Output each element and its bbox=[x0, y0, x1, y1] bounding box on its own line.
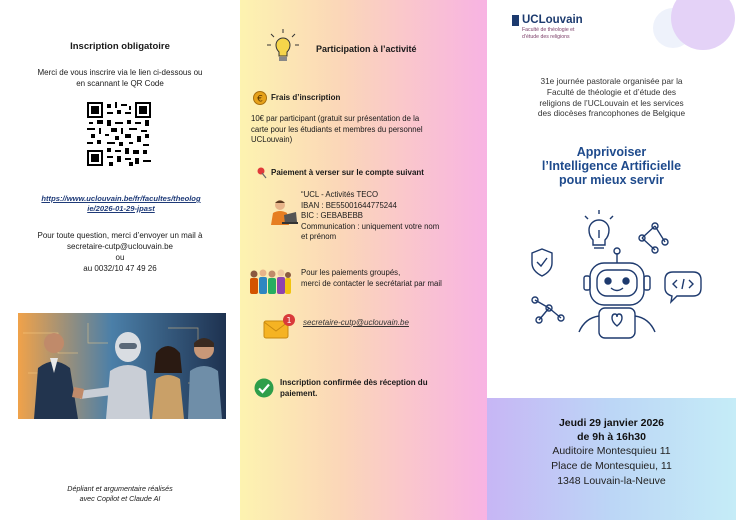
event-time: de 9h à 16h30 bbox=[577, 431, 646, 443]
qr-code[interactable] bbox=[87, 102, 151, 171]
uclouvain-logo: UCLouvain Faculté de théologie et d’étude des religions bbox=[512, 14, 583, 40]
person-laptop-icon bbox=[268, 198, 298, 231]
logo-mark-icon bbox=[512, 15, 519, 26]
robot-illustration bbox=[527, 208, 707, 348]
mail-badge-count: 1 bbox=[286, 316, 292, 325]
credit-note: Dépliant et argumentaire réalisés avec Copilot et Claude AI bbox=[67, 484, 173, 503]
event-headline: Apprivoiser l’Intelligence Artificielle pour mieux servir bbox=[541, 145, 682, 187]
confirmation-note: Inscription confirmée dès réception du paiement. bbox=[280, 378, 428, 398]
contact-info: Pour toute question, merci d’envoyer un mail à secretaire-cutp@uclouvain.be ou au 0032/10 47 49 26 bbox=[0, 230, 240, 274]
check-icon bbox=[254, 378, 274, 403]
group-payment-note: Pour les paiements groupés, merci de contacter le secrétariat par mail bbox=[301, 268, 442, 288]
euro-coin-icon bbox=[253, 91, 267, 110]
svg-text:€: € bbox=[257, 94, 263, 105]
event-date: Jeudi 29 janvier 2026 bbox=[558, 417, 665, 429]
venue-city: 1348 Louvain-la-Neuve bbox=[557, 475, 666, 487]
contact-email[interactable]: secretaire-cutp@uclouvain.be bbox=[67, 242, 173, 251]
bic: BIC : GEBABEBB bbox=[301, 211, 363, 220]
venue-street: Place de Montesquieu, 11 bbox=[551, 460, 672, 472]
registration-intro: Merci de vous inscrire via le lien ci-dessous ou en scannant le QR Code bbox=[37, 68, 203, 88]
payment-heading: Paiement à verser sur le compte suivant bbox=[271, 168, 424, 177]
logo-name: UCLouvain bbox=[522, 14, 583, 26]
venue-room: Auditoire Montesquieu 11 bbox=[552, 445, 671, 457]
bank-account-details: “UCL - Activités TECO IBAN : BE55001644775244 BIC : GEBABEBB Communication : uniquement votre nom et prénom bbox=[301, 190, 486, 243]
pushpin-icon bbox=[256, 166, 268, 184]
lightbulb-icon bbox=[266, 28, 300, 69]
event-details bbox=[487, 398, 736, 520]
ai-handshake-illustration bbox=[18, 313, 226, 419]
decorative-circles bbox=[631, 0, 736, 65]
registration-panel bbox=[0, 0, 240, 520]
envelope-icon bbox=[262, 313, 296, 346]
registration-link[interactable]: https://www.uclouvain.be/fr/facultes/theolog ie/2026-01-29-jpast bbox=[41, 194, 201, 213]
registration-heading: Inscription obligatoire bbox=[70, 41, 170, 52]
fees-heading: Frais d’inscription bbox=[271, 93, 341, 102]
iban: IBAN : BE55001644775244 bbox=[301, 200, 397, 210]
fees-text: 10€ par participant (gratuit sur présentation de la carte pour les étudiants et membres du personnel UCLouvain) bbox=[251, 114, 423, 144]
event-intro: 31e journée pastorale organisée par la Faculté de théologie et d’étude des religions de l’UCLouvain et les services des diocèses francophones de Belgique bbox=[537, 76, 686, 119]
event-panel bbox=[487, 0, 736, 520]
participation-panel bbox=[240, 0, 487, 520]
participation-title: Participation à l’activité bbox=[316, 44, 417, 54]
contact-phone: au 0032/10 47 49 26 bbox=[83, 264, 157, 273]
group-people-icon bbox=[248, 266, 292, 301]
mail-link[interactable]: secretaire-cutp@uclouvain.be bbox=[303, 318, 409, 327]
